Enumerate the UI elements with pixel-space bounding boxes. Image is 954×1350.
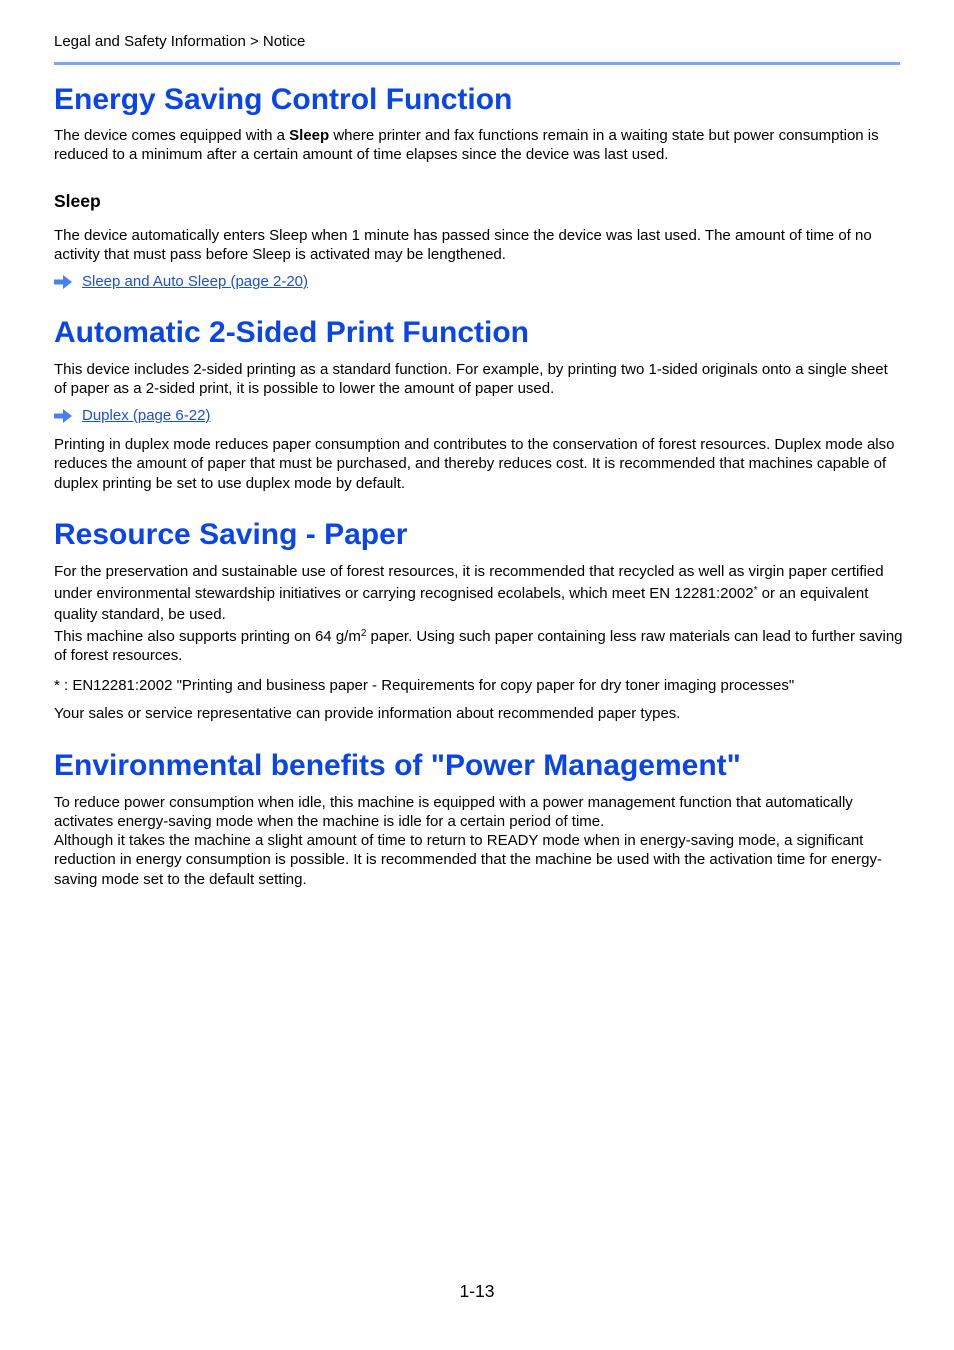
paragraph-sales-rep: Your sales or service representative can provide information about recommended paper types.: [54, 705, 681, 722]
text-span: For the preservation and sustainable use of forest resources, it is recommended that recycled as well as virgin paper certified under environmental stewardship initiatives or carrying recognised ecolabels, which meet EN 12281:2002: [54, 563, 884, 602]
heading-energy-saving: Energy Saving Control Function: [54, 83, 513, 116]
page-number: 1-13: [459, 1281, 495, 1301]
superscript-2: 2: [360, 628, 367, 639]
paragraph-power-management-1: To reduce power consumption when idle, this machine is equipped with a power management function that automatically activates energy-saving mode when the machine is idle for a certain period of time.: [54, 794, 853, 831]
bold-term-sleep: Sleep: [289, 127, 330, 144]
paragraph-power-management-2: Although it takes the machine a slight amount of time to return to READY mode when in energy-saving mode, a significant reduction in energy consumption is possible. It is recommended that the machine be used with the activation time for energy-saving mode set to the default setting.: [54, 832, 882, 888]
footnote-marker: *: [753, 584, 758, 596]
breadcrumb: Legal and Safety Information > Notice: [54, 33, 306, 50]
text-span: paper. Using such paper containing less raw materials can lead to further saving of forest resources.: [54, 628, 903, 665]
paragraph-duplex-benefits: Printing in duplex mode reduces paper consumption and contributes to the conservation of forest resources. Duplex mode also reduces the amount of paper that must be purchased, and thereby reduces cost. It is recommended that machines capable of duplex printing be set to use duplex mode by default.: [54, 436, 895, 492]
arrow-right-icon: [54, 409, 72, 423]
heading-power-management: Environmental benefits of "Power Management": [54, 749, 741, 782]
footnote-en12281: * : EN12281:2002 "Printing and business paper - Requirements for copy paper for dry toner imaging processes": [54, 677, 795, 694]
link-row-duplex: [54, 406, 210, 425]
paragraph-sleep: The device automatically enters Sleep when 1 minute has passed since the device was last used. The amount of time of no activity that must pass before Sleep is activated may be lengthened.: [54, 227, 872, 264]
arrow-right-icon: [54, 275, 72, 289]
header-rule: [54, 62, 900, 65]
text-span: where printer and fax functions remain in a waiting state but power consumption is reduced to a minimum after a certain amount of time elapses since the device was last used.: [54, 127, 879, 164]
heading-2-sided-print: Automatic 2-Sided Print Function: [54, 316, 530, 349]
subheading-sleep: Sleep: [54, 191, 101, 211]
paragraph-energy-saving-intro: [54, 126, 904, 165]
paragraph-2-sided-intro: This device includes 2-sided printing as a standard function. For example, by printing two 1-sided originals onto a single sheet of paper as a 2-sided print, it is possible to lower the amount of paper used.: [54, 361, 888, 398]
link-sleep-auto-sleep[interactable]: Sleep and Auto Sleep (page 2-20): [82, 273, 309, 290]
text-span: This machine also supports printing on 64 g/m: [54, 628, 361, 645]
text-span: or an equivalent quality standard, be used.: [54, 584, 869, 623]
paragraph-64gsm-paper: [54, 627, 904, 666]
text-span: The device comes equipped with a: [54, 127, 290, 144]
link-duplex[interactable]: Duplex (page 6-22): [82, 407, 211, 424]
heading-resource-saving: Resource Saving - Paper: [54, 518, 408, 551]
link-row-sleep: [54, 272, 308, 291]
paragraph-paper-recommendation: [54, 561, 904, 626]
